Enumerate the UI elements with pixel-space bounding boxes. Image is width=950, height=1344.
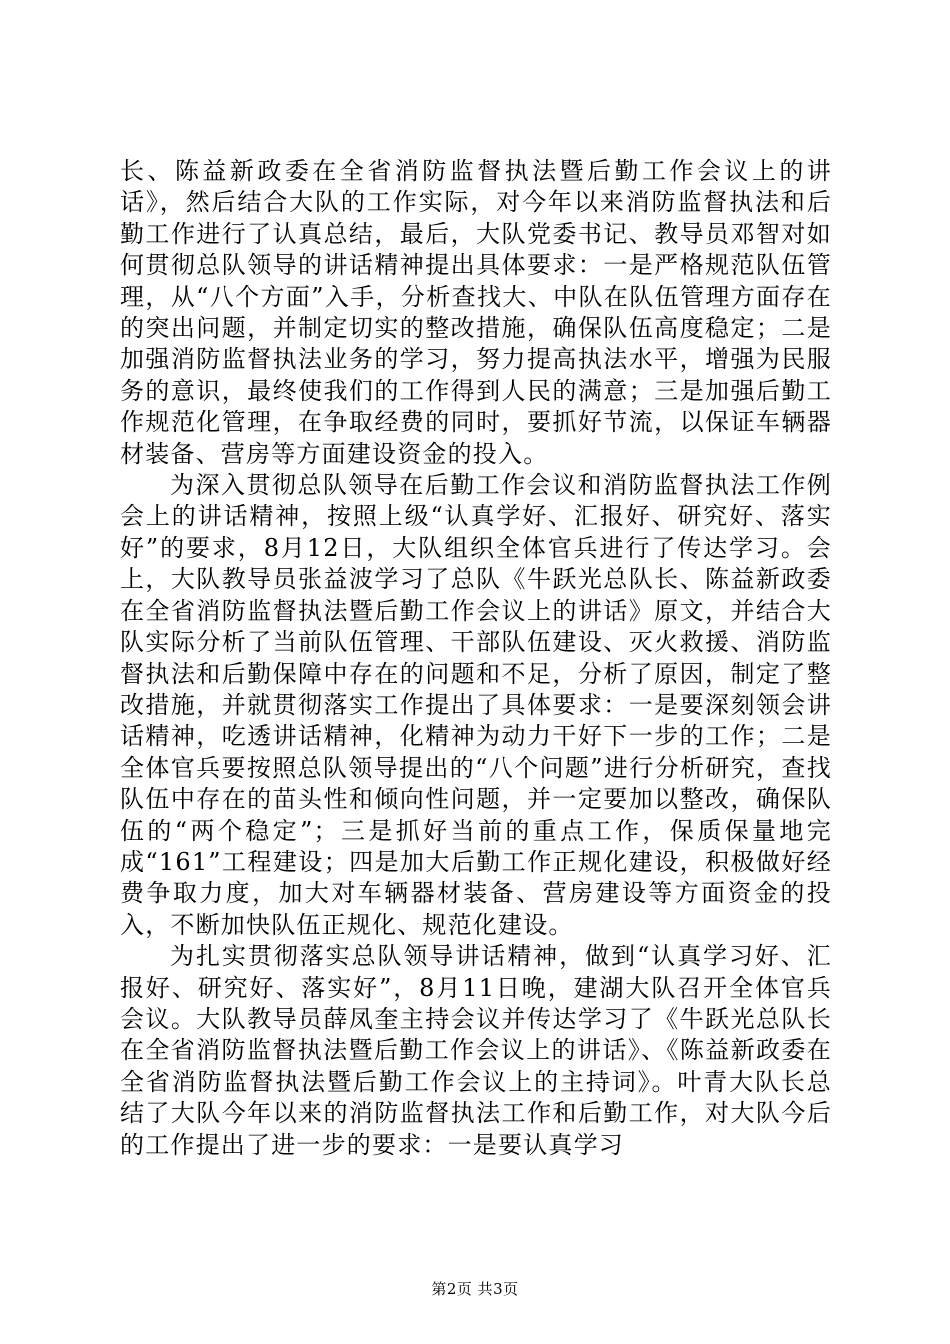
page-number-footer: 第2页 共3页	[431, 1280, 519, 1298]
paragraph-1: 长、陈益新政委在全省消防监督执法暨后勤工作会议上的讲话》，然后结合大队的工作实际，对今年以来消防监督执法和后勤工作进行了认真总结，最后，大队党委书记、教导员邓智对如何贯彻总队领导的讲话精神提出具体要求：一是严格规范队伍管理，从“八个方面”入手，分析查找大、中队在队伍管理方面存在的突出问题，并制定切实的整改措施，确保队伍高度稳定；二是加强消防监督执法业务的学习，努力提高执法水平，增强为民服务的意识，最终使我们的工作得到人民的满意；三是加强后勤工作规范化管理，在争取经费的同时，要抓好节流，以保证车辆器材装备、营房等方面建设资金的投入。	[120, 157, 832, 468]
paragraph-3: 为扎实贯彻落实总队领导讲话精神，做到“认真学习好、汇报好、研究好、落实好”，8月11日晚，建湖大队召开全体官兵会议。大队教导员薛凤奎主持会议并传达学习了《牛跃光总队长在全省消防监督执法暨后勤工作会议上的讲话》、《陈益新政委在全省消防监督执法暨后勤工作会议上的主持词》。叶青大队长总结了大队今年以来的消防监督执法工作和后勤工作，对大队今后的工作提出了进一步的要求：一是要认真学习	[120, 942, 832, 1159]
document-body	[120, 156, 832, 1161]
paragraph-2: 为深入贯彻总队领导在后勤工作会议和消防监督执法工作例会上的讲话精神，按照上级“认真学好、汇报好、研究好、落实好”的要求，8月12日，大队组织全体官兵进行了传达学习。会上，大队教导员张益波学习了总队《牛跃光总队长、陈益新政委在全省消防监督执法暨后勤工作会议上的讲话》原文，并结合大队实际分析了当前队伍管理、干部队伍建设、灭火救援、消防监督执法和后勤保障中存在的问题和不足，分析了原因，制定了整改措施，并就贯彻落实工作提出了具体要求：一是要深刻领会讲话精神，吃透讲话精神，化精神为动力干好下一步的工作；二是全体官兵要按照总队领导提出的“八个问题”进行分析研究，查找队伍中存在的苗头性和倾向性问题，并一定要加以整改，确保队伍的“两个稳定”；三是抓好当前的重点工作，保质保量地完成“161”工程建设；四是加大后勤工作正规化建设，积极做好经费争取力度，加大对车辆器材装备、营房建设等方面资金的投入，不断加快队伍正规化、规范化建设。	[120, 471, 832, 939]
